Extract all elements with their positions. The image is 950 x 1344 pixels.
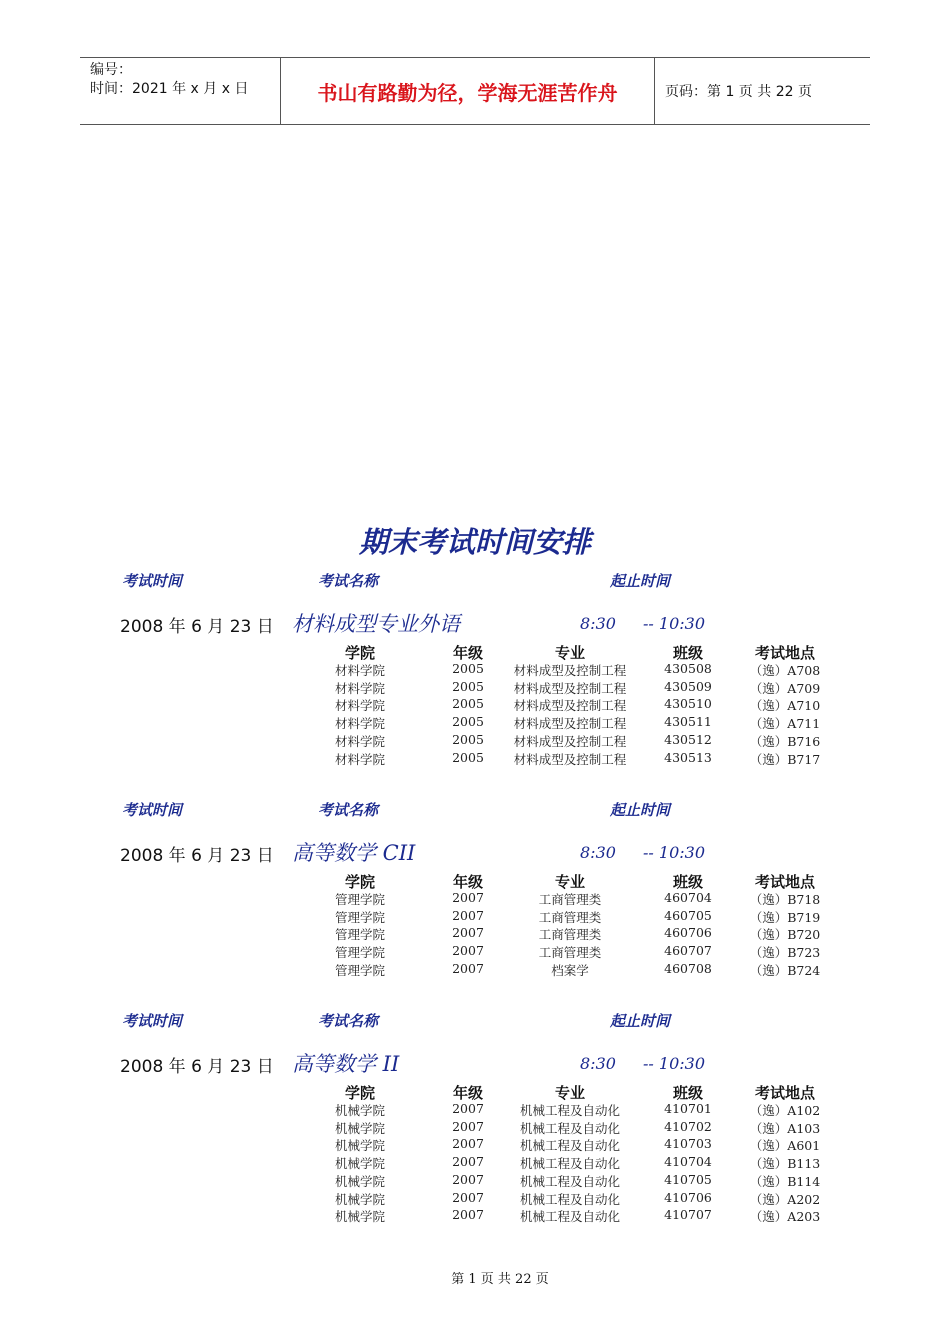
cell-major: 工商管理类: [538, 927, 602, 943]
exam-end: -- 10:30: [643, 843, 706, 862]
exam-end: -- 10:30: [643, 1054, 706, 1073]
cell-class: 460706: [664, 925, 712, 941]
col-major: 专业: [554, 873, 585, 891]
cell-location: （逸）A708: [749, 663, 821, 678]
cell-location: （逸）B724: [749, 962, 821, 978]
cell-location: （逸）B716: [749, 733, 821, 749]
cell-grade: 2005: [452, 731, 484, 747]
cell-location: （逸）A102: [749, 1103, 821, 1118]
cell-major: 机械工程及自动化: [519, 1173, 620, 1189]
cell-major: 档案学: [551, 962, 589, 978]
col-class: 班级: [672, 873, 703, 891]
cell-grade: 2007: [452, 1101, 484, 1116]
cell-major: 材料成型及控制工程: [513, 680, 627, 696]
cell-location: （逸）B718: [749, 892, 821, 907]
cell-location: （逸）A709: [749, 680, 821, 696]
header-meta: [80, 58, 281, 124]
cell-class: 430510: [664, 696, 712, 712]
exam-date: 2008 年 6 月 23 日: [120, 617, 274, 637]
cell-major: 工商管理类: [538, 909, 602, 925]
cell-grade: 2007: [452, 925, 484, 941]
cell-location: （逸）B720: [749, 927, 821, 943]
cell-grade: 2007: [452, 1136, 484, 1152]
label-exam-name: 考试名称: [318, 801, 379, 819]
label-exam-name: 考试名称: [318, 1012, 379, 1030]
cell-major: 材料成型及控制工程: [513, 663, 627, 678]
page-footer: 第 1 页 共 22 页: [451, 1272, 549, 1287]
cell-grade: 2005: [452, 678, 484, 694]
col-grade: 年级: [452, 644, 483, 662]
col-college: 学院: [344, 1084, 375, 1102]
cell-major: 工商管理类: [538, 945, 602, 961]
cell-major: 材料成型及控制工程: [513, 716, 627, 732]
cell-grade: 2007: [452, 1207, 484, 1223]
cell-class: 430511: [664, 714, 712, 730]
cell-grade: 2007: [452, 1154, 484, 1170]
table-row: [0, 961, 950, 979]
col-college: 学院: [344, 644, 375, 662]
cell-class: 410703: [664, 1136, 712, 1152]
table-row: [0, 714, 950, 732]
cell-college: 机械学院: [334, 1173, 385, 1189]
cell-location: （逸）A711: [749, 716, 821, 732]
cell-major: 工商管理类: [538, 892, 602, 907]
table-row: [0, 925, 950, 943]
label-exam-name: 考试名称: [318, 572, 379, 590]
cell-class: 460704: [664, 890, 712, 905]
col-location: 考试地点: [754, 873, 815, 891]
cell-location: （逸）A203: [749, 1209, 821, 1225]
header-page-number: 页码：第 1 页 共 22 页: [665, 84, 812, 100]
col-major: 专业: [554, 1084, 585, 1102]
exam-name: 高等数学 CII: [292, 841, 416, 865]
cell-major: 材料成型及控制工程: [513, 733, 627, 749]
cell-college: 机械学院: [334, 1120, 385, 1136]
cell-major: 材料成型及控制工程: [513, 698, 627, 714]
cell-grade: 2005: [452, 714, 484, 730]
label-exam-time: 考试时间: [122, 1012, 183, 1030]
cell-location: （逸）A601: [749, 1138, 821, 1154]
table-row: [0, 1154, 950, 1172]
cell-college: 材料学院: [334, 698, 385, 714]
page-title: 期末考试时间安排: [358, 525, 591, 559]
cell-class: 410706: [664, 1189, 712, 1205]
cell-class: 410701: [664, 1101, 712, 1116]
cell-grade: 2007: [452, 943, 484, 959]
col-class: 班级: [672, 1084, 703, 1102]
label-exam-time: 考试时间: [122, 801, 183, 819]
cell-grade: 2005: [452, 696, 484, 712]
cell-location: （逸）B723: [749, 945, 821, 961]
exam-end: -- 10:30: [643, 614, 706, 633]
cell-college: 管理学院: [334, 927, 385, 943]
cell-college: 材料学院: [334, 733, 385, 749]
cell-major: 机械工程及自动化: [519, 1209, 620, 1225]
header-number: 编号：: [90, 62, 132, 78]
cell-grade: 2007: [452, 960, 484, 976]
cell-class: 460708: [664, 960, 712, 976]
cell-college: 材料学院: [334, 680, 385, 696]
label-exam-period: 起止时间: [610, 801, 671, 819]
table-row: [0, 1101, 950, 1119]
cell-college: 管理学院: [334, 945, 385, 961]
cell-major: 材料成型及控制工程: [513, 751, 627, 767]
cell-major: 机械工程及自动化: [519, 1191, 620, 1207]
cell-grade: 2007: [452, 1118, 484, 1134]
table-row: [0, 890, 950, 908]
table-row: [0, 661, 950, 679]
cell-class: 410704: [664, 1154, 712, 1170]
table-row: [0, 1119, 950, 1137]
exam-name: 高等数学 II: [292, 1052, 400, 1076]
table-row: [0, 696, 950, 714]
table-row: [0, 750, 950, 768]
cell-class: 410705: [664, 1171, 712, 1187]
cell-college: 材料学院: [334, 663, 385, 678]
table-row: [0, 1172, 950, 1190]
cell-location: （逸）A103: [749, 1120, 821, 1136]
cell-location: （逸）A202: [749, 1191, 821, 1207]
exam-start: 8:30: [580, 614, 616, 633]
col-class: 班级: [672, 644, 703, 662]
cell-class: 460707: [664, 943, 712, 959]
table-row: [0, 908, 950, 926]
cell-class: 410707: [664, 1207, 712, 1223]
cell-college: 机械学院: [334, 1209, 385, 1225]
cell-grade: 2007: [452, 890, 484, 905]
cell-grade: 2007: [452, 907, 484, 923]
label-exam-time: 考试时间: [122, 572, 183, 590]
cell-grade: 2005: [452, 661, 484, 676]
col-location: 考试地点: [754, 644, 815, 662]
cell-college: 管理学院: [334, 892, 385, 907]
cell-class: 460705: [664, 907, 712, 923]
table-row: [0, 1136, 950, 1154]
table-row: [0, 679, 950, 697]
col-grade: 年级: [452, 873, 483, 891]
col-grade: 年级: [452, 1084, 483, 1102]
label-exam-period: 起止时间: [610, 1012, 671, 1030]
cell-location: （逸）B717: [749, 751, 821, 767]
cell-location: （逸）B113: [749, 1156, 821, 1172]
exam-name: 材料成型专业外语: [292, 612, 460, 636]
table-row: [0, 1190, 950, 1208]
cell-class: 410702: [664, 1118, 712, 1134]
table-row: [0, 732, 950, 750]
cell-grade: 2007: [452, 1171, 484, 1187]
exam-date: 2008 年 6 月 23 日: [120, 1057, 274, 1077]
cell-college: 机械学院: [334, 1191, 385, 1207]
cell-major: 机械工程及自动化: [519, 1138, 620, 1154]
header-time: 时间：2021 年 x 月 x 日: [90, 81, 249, 97]
exam-start: 8:30: [580, 1054, 616, 1073]
cell-grade: 2005: [452, 749, 484, 765]
cell-college: 机械学院: [334, 1103, 385, 1118]
page-header: [80, 57, 870, 125]
cell-college: 管理学院: [334, 962, 385, 978]
cell-class: 430509: [664, 678, 712, 694]
cell-major: 机械工程及自动化: [519, 1103, 620, 1118]
cell-location: （逸）A710: [749, 698, 821, 714]
cell-grade: 2007: [452, 1189, 484, 1205]
cell-college: 机械学院: [334, 1138, 385, 1154]
label-exam-period: 起止时间: [610, 572, 671, 590]
cell-class: 430512: [664, 731, 712, 747]
col-location: 考试地点: [754, 1084, 815, 1102]
cell-college: 材料学院: [334, 716, 385, 732]
col-college: 学院: [344, 873, 375, 891]
cell-college: 机械学院: [334, 1156, 385, 1172]
header-motto: 书山有路勤为径，学海无涯苦作舟: [281, 58, 655, 124]
cell-college: 材料学院: [334, 751, 385, 767]
cell-major: 机械工程及自动化: [519, 1120, 620, 1136]
cell-major: 机械工程及自动化: [519, 1156, 620, 1172]
cell-class: 430508: [664, 661, 712, 676]
table-row: [0, 943, 950, 961]
cell-location: （逸）B114: [749, 1173, 821, 1189]
cell-location: （逸）B719: [749, 909, 821, 925]
cell-class: 430513: [664, 749, 712, 765]
exam-start: 8:30: [580, 843, 616, 862]
cell-college: 管理学院: [334, 909, 385, 925]
exam-date: 2008 年 6 月 23 日: [120, 846, 274, 866]
col-major: 专业: [554, 644, 585, 662]
table-row: [0, 1207, 950, 1225]
